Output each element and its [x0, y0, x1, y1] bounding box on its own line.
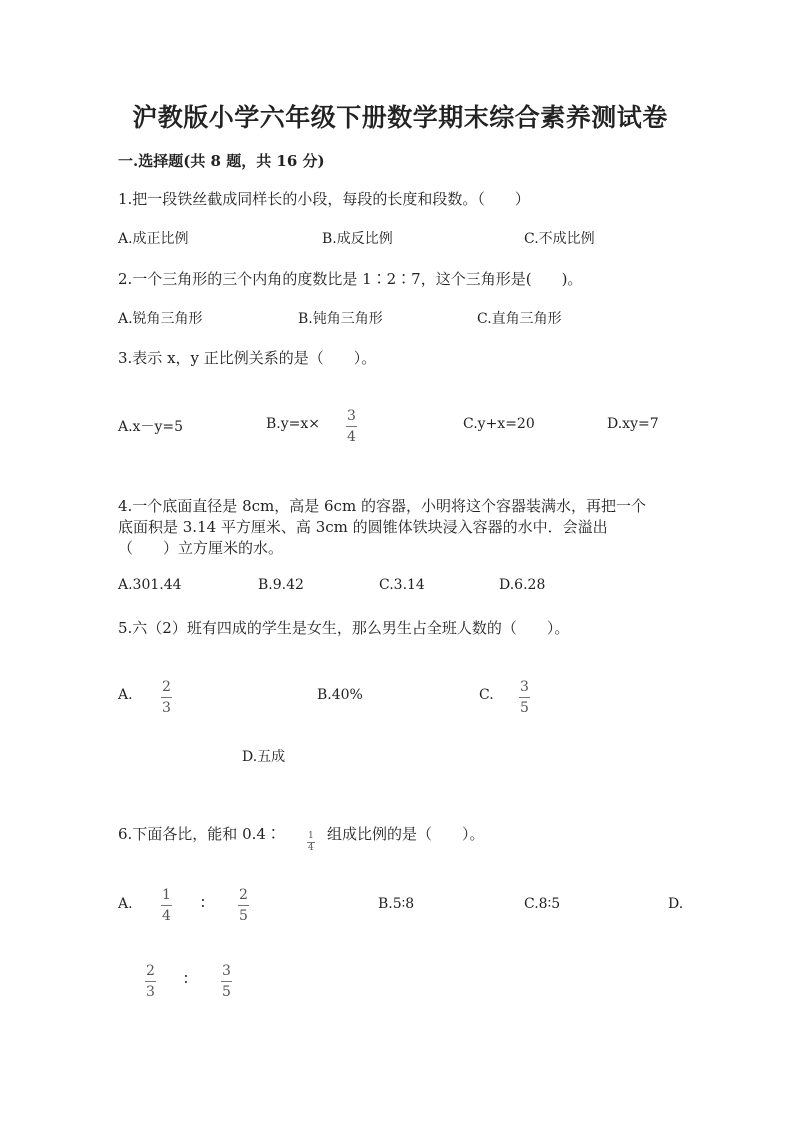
fraction-denominator: 3	[162, 700, 171, 716]
fraction-bar	[145, 981, 156, 982]
question-4-stem-line-3: （ ）立方厘米的水。	[118, 539, 284, 557]
fraction-bar	[519, 697, 530, 698]
fraction-denominator: 5	[520, 700, 529, 716]
question-3-option-c: C.y+x=20	[463, 416, 535, 432]
question-5-option-d: D.五成	[242, 749, 286, 765]
question-1-option-c: C.不成比例	[524, 231, 595, 247]
question-6-option-a: A.	[118, 896, 133, 912]
fraction-bar	[161, 905, 172, 906]
question-6-option-d: D.	[668, 896, 684, 912]
question-3-option-d: D.xy=7	[607, 416, 659, 432]
section-heading: 一.选择题(共 8 题，共 16 分)	[118, 152, 325, 170]
page-title: 沪教版小学六年级下册数学期末综合素养测试卷	[132, 103, 668, 132]
fraction-denominator: 4	[162, 908, 171, 924]
question-5-option-c-fraction	[519, 680, 530, 715]
fraction-numerator: 2	[162, 679, 171, 695]
fraction-denominator: 5	[222, 984, 231, 1000]
question-2-option-b: B.钝角三角形	[298, 311, 383, 327]
question-6-option-d-fraction-2	[221, 964, 232, 999]
question-1-option-b: B.成反比例	[322, 231, 393, 247]
question-5-option-c: C.	[479, 687, 494, 703]
question-5-option-a-fraction	[161, 680, 172, 715]
fraction-denominator: 3	[146, 984, 155, 1000]
question-3-option-a: A.x－y=5	[118, 419, 184, 435]
question-3-stem: 3.表示 x，y 正比例关系的是（ ）。	[118, 349, 377, 367]
question-6-option-a-fraction-2	[238, 888, 249, 923]
fraction-bar	[346, 426, 357, 427]
fraction-numerator: 2	[239, 887, 248, 903]
fraction-numerator: 2	[146, 963, 155, 979]
question-5-option-a: A.	[118, 687, 133, 703]
fraction-numerator: 3	[222, 963, 231, 979]
fraction-bar	[161, 697, 172, 698]
fraction-numerator: 3	[520, 679, 529, 695]
question-4-option-a: A.301.44	[118, 577, 182, 593]
question-1-stem: 1.把一段铁丝截成同样长的小段，每段的长度和段数。（ ）	[118, 190, 530, 208]
question-4-stem-line-1: 4.一个底面直径是 8cm，高是 6cm 的容器，小明将这个容器装满水，再把一个	[118, 497, 646, 515]
ratio-colon: ∶	[184, 970, 188, 988]
question-4-option-b: B.9.42	[258, 577, 304, 593]
question-2-stem: 2.一个三角形的三个内角的度数比是 1∶2∶7，这个三角形是( )。	[118, 270, 583, 288]
question-6-option-a-fraction-1	[161, 888, 172, 923]
fraction-bar	[221, 981, 232, 982]
question-4-option-d: D.6.28	[499, 577, 546, 593]
question-4-option-c: C.3.14	[379, 577, 425, 593]
question-1-option-a: A.成正比例	[118, 231, 189, 247]
question-5-stem: 5.六（2）班有四成的学生是女生，那么男生占全班人数的（ ）。	[118, 619, 570, 637]
question-4-stem-line-2: 底面积是 3.14 平方厘米、高 3cm 的圆锥体铁块浸入容器的水中．会溢出	[118, 518, 608, 536]
question-5-option-b: B.40%	[317, 687, 363, 703]
question-6-stem-prefix: 6.下面各比，能和 0.4∶	[118, 825, 281, 843]
question-6-option-c: C.8∶5	[524, 896, 561, 912]
fraction-denominator: 4	[308, 843, 314, 853]
question-2-option-c: C.直角三角形	[477, 311, 562, 327]
fraction-bar	[238, 905, 249, 906]
fraction-denominator: 5	[239, 908, 248, 924]
question-6-option-d-fraction-1	[145, 964, 156, 999]
question-3-option-b-fraction	[346, 409, 357, 444]
question-2-option-a: A.锐角三角形	[118, 311, 203, 327]
question-6-option-b: B.5∶8	[378, 896, 415, 912]
question-3-option-b: B.y=x×	[266, 416, 321, 432]
fraction-numerator: 3	[347, 408, 356, 424]
question-6-stem-fraction	[307, 832, 315, 853]
fraction-numerator: 1	[308, 831, 314, 841]
fraction-numerator: 1	[162, 887, 171, 903]
fraction-denominator: 4	[347, 429, 356, 445]
question-6-stem-suffix: 组成比例的是（ ）。	[327, 825, 485, 843]
ratio-colon: ∶	[201, 894, 205, 912]
